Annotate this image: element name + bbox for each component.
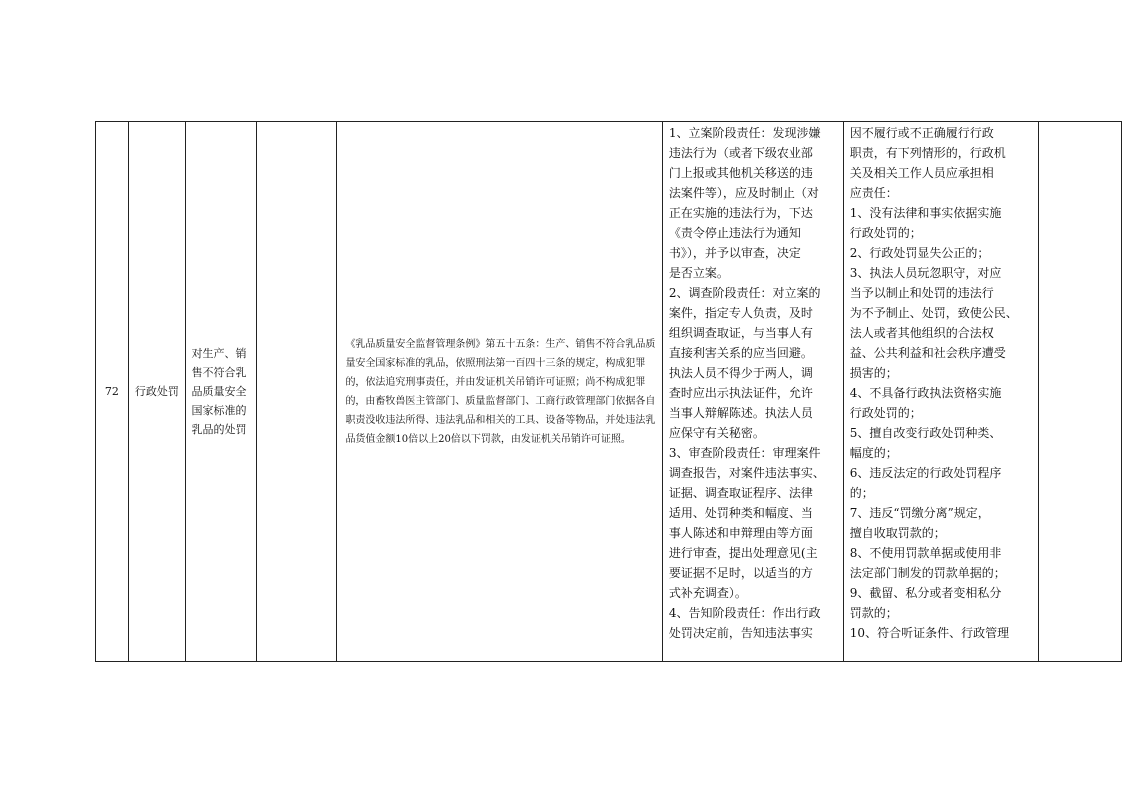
legal-basis-text: 《乳品质量安全监督管理条例》第五十五条：生产、销售不符合乳品质量安全国家标准的乳品，依照刑法第一百四十三条的规定，构成犯罪的，依法追究刑事责任，并由发证机关吊销许可证照；尚不构成犯罪的，由畜牧兽医主管部门、质量监督部门、工商行政管理部门依据各自职责没收违法所得、违法乳品和相关的工具、设备等物品，并处违法乳品货值金额10倍以上20倍以下罚款，由发证机关吊销许可证照。 [345, 338, 656, 445]
responsibility-line: 当事人辩解陈述。执法人员 [668, 406, 813, 420]
power-item-text: 对生产、销售不符合乳品质量安全国家标准的乳品的处罚 [191, 347, 247, 436]
accountability-items [843, 122, 1038, 662]
accountability-line: 行政处罚的； [849, 226, 922, 240]
sub-item-cell [257, 122, 337, 662]
accountability-line: 擅自收取罚款的； [849, 526, 946, 540]
responsibility-line: 适用、处罚种类和幅度、当 [668, 506, 813, 520]
power-type-text: 行政处罚 [134, 385, 179, 398]
remark-cell [1038, 122, 1121, 662]
responsibility-items [662, 122, 843, 662]
responsibility-line: 证据、调查取证程序、法律 [668, 486, 813, 500]
responsibility-line: 《责令停止违法行为通知 [668, 226, 801, 240]
accountability-line: 法人或者其他组织的合法权 [849, 326, 994, 340]
accountability-line: 职责，有下列情形的，行政机 [849, 146, 1006, 160]
accountability-line: 3、执法人员玩忽职守，对应 [849, 266, 1002, 280]
accountability-line: 行政处罚的； [849, 406, 922, 420]
accountability-line: 4、不具备行政执法资格实施 [849, 386, 1002, 400]
responsibility-line: 执法人员不得少于两人，调 [668, 366, 813, 380]
responsibility-line: 是否立案。 [668, 266, 729, 280]
responsibility-line: 直接利害关系的应当回避。 [668, 346, 813, 360]
accountability-line: 因不履行或不正确履行行政 [849, 126, 994, 140]
responsibility-line: 查时应出示执法证件，允许 [668, 386, 813, 400]
responsibility-line: 书》），并予以审查，决定 [668, 246, 801, 260]
accountability-line: 7、违反“罚缴分离”规定， [849, 506, 990, 520]
accountability-line: 益、公共利益和社会秩序遭受 [849, 346, 1006, 360]
responsibility-line: 4、告知阶段责任：作出行政 [668, 606, 821, 620]
responsibility-line: 组织调查取证，与当事人有 [668, 326, 813, 340]
responsibility-line: 3、审查阶段责任：审理案件 [668, 446, 821, 460]
accountability-line: 为不予制止、处罚，致使公民、 [849, 306, 1018, 320]
responsibility-line: 2、调查阶段责任：对立案的 [668, 286, 821, 300]
accountability-line: 2、行政处罚显失公正的； [849, 246, 990, 260]
responsibility-line: 违法行为（或者下级农业部 [668, 146, 813, 160]
accountability-line: 法定部门制发的罚款单据的； [849, 566, 1006, 580]
power-item-name [185, 122, 257, 662]
row-number: 72 [96, 122, 129, 662]
responsibility-line: 1、立案阶段责任：发现涉嫌 [668, 126, 821, 140]
accountability-line: 6、违反法定的行政处罚程序 [849, 466, 1002, 480]
responsibility-line: 调查报告，对案件违法事实、 [668, 466, 825, 480]
legal-basis [337, 122, 662, 662]
power-type [128, 122, 185, 662]
responsibility-line: 法案件等），应及时制止（对 [668, 186, 819, 200]
accountability-line: 应责任： [849, 186, 898, 200]
accountability-line: 损害的； [849, 366, 898, 380]
accountability-line: 10、符合听证条件、行政管理 [849, 626, 1010, 640]
responsibility-line: 正在实施的违法行为，下达 [668, 206, 813, 220]
accountability-line: 幅度的； [849, 446, 898, 460]
responsibility-line: 要证据不足时，以适当的方 [668, 566, 813, 580]
responsibility-line: 进行审查，提出处理意见(主 [668, 546, 818, 560]
responsibility-line: 式补充调查）。 [668, 586, 747, 600]
accountability-line: 8、不使用罚款单据或使用非 [849, 546, 1002, 560]
accountability-line: 1、没有法律和事实依据实施 [849, 206, 1002, 220]
accountability-line: 罚款的； [849, 606, 898, 620]
power-list-table [95, 121, 1122, 662]
responsibility-line: 门上报或其他机关移送的违 [668, 166, 813, 180]
accountability-line: 5、擅自改变行政处罚种类、 [849, 426, 1002, 440]
table-row [96, 122, 1122, 662]
responsibility-line: 案件，指定专人负责，及时 [668, 306, 813, 320]
responsibility-line: 应保守有关秘密。 [668, 426, 765, 440]
responsibility-line: 事人陈述和申辩理由等方面 [668, 526, 813, 540]
accountability-line: 关及相关工作人员应承担相 [849, 166, 994, 180]
accountability-line: 当予以制止和处罚的违法行 [849, 286, 994, 300]
accountability-line: 9、截留、私分或者变相私分 [849, 586, 1002, 600]
responsibility-line: 处罚决定前，告知违法事实 [668, 626, 813, 640]
accountability-line: 的； [849, 486, 874, 500]
